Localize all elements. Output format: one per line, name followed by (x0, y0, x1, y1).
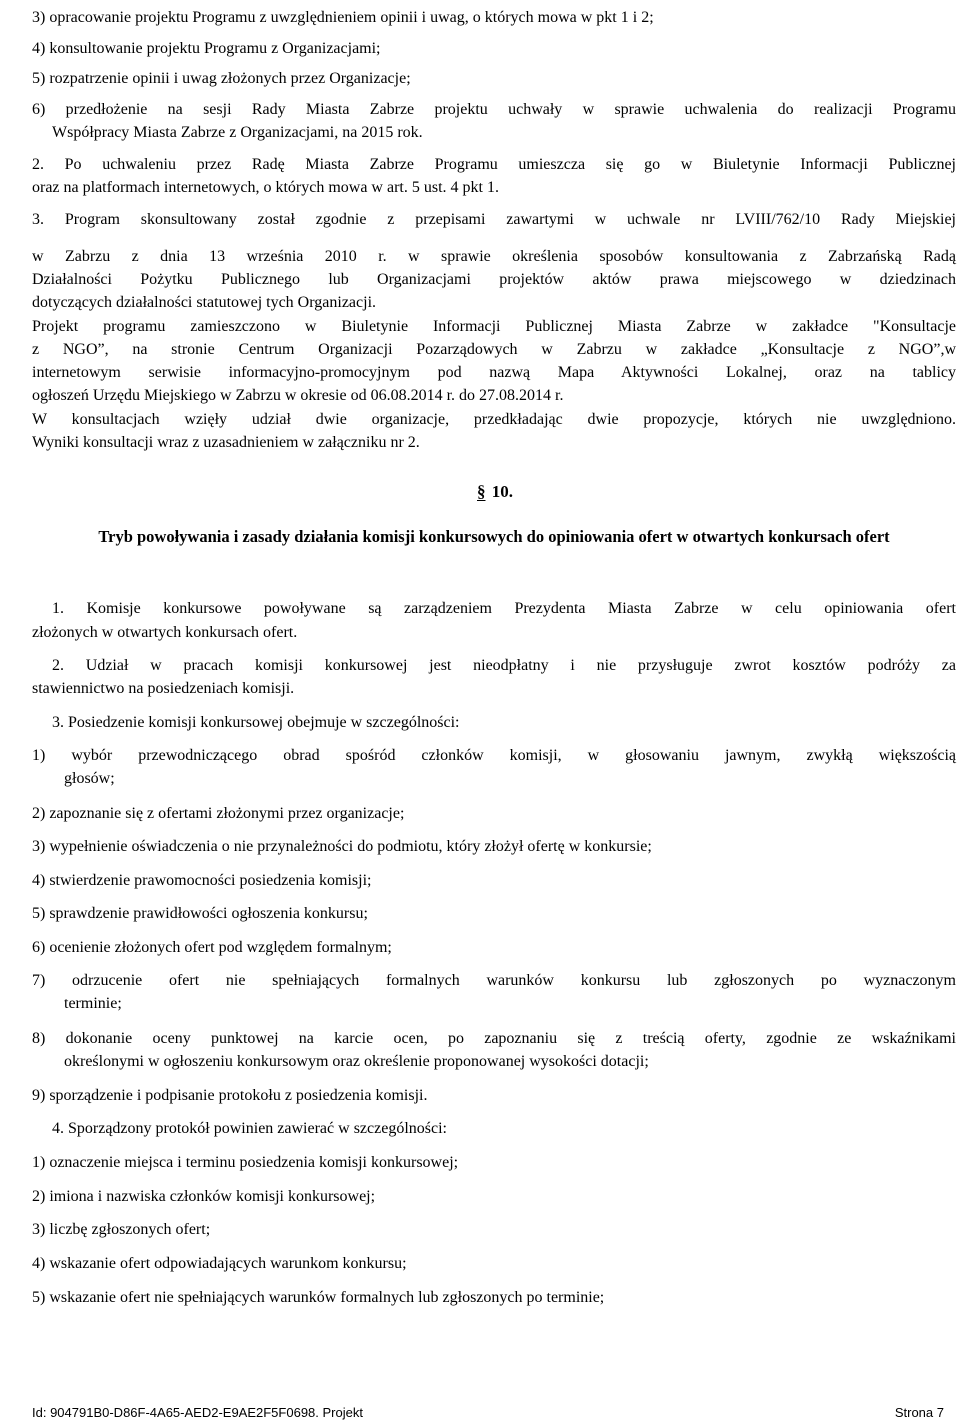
list-item: 3) liczbę zgłoszonych ofert; (32, 1221, 211, 1238)
list-item: 5) sprawdzenie prawidłowości ogłoszenia konkursu; (32, 905, 368, 922)
list-item: 9) sporządzenie i podpisanie protokołu z posiedzenia komisji. (32, 1087, 428, 1104)
paragraph-line: dotyczących działalności statutowej tych Organizacji. (32, 294, 377, 311)
paragraph-line: Wyniki konsultacji wraz z uzasadnieniem w załączniku nr 2. (32, 434, 420, 451)
paragraph-line: złożonych w otwartych konkursach ofert. (32, 624, 298, 641)
list-item-continuation: określonymi w ogłoszeniu konkursowym oraz określenie proponowanej wysokości dotacji; (64, 1053, 649, 1070)
list-item-continuation: terminie; (64, 995, 122, 1012)
list-item: 1) oznaczenie miejsca i terminu posiedzenia komisji konkursowej; (32, 1154, 459, 1171)
paragraph-line: 3. Program skonsultowany został zgodnie z przepisami zawartymi w uchwale nr LVIII/762/10 Rady Miejskiej (32, 211, 956, 228)
list-item: 6) ocenienie złożonych ofert pod względem formalnym; (32, 939, 392, 956)
paragraph-line: 2. Udział w pracach komisji konkursowej jest nieodpłatny i nie przysługuje zwrot kosztów podróży za (52, 657, 956, 674)
paragraph-line: 2. Po uchwaleniu przez Radę Miasta Zabrze Programu umieszcza się go w Biuletynie Informacji Publicznej (32, 156, 956, 173)
paragraph-line: Działalności Pożytku Publicznego lub Organizacjami projektów aktów prawa miejscowego w dziedzinach (32, 271, 956, 288)
list-item: 7) odrzucenie ofert nie spełniających formalnych warunków konkursu lub zgłoszonych po wyznaczonym (32, 972, 956, 989)
paragraph-line: oraz na platformach internetowych, o których mowa w art. 5 ust. 4 pkt 1. (32, 179, 499, 196)
list-item: 3) opracowanie projektu Programu z uwzględnieniem opinii i uwag, o których mowa w pkt 1 i 2; (32, 9, 654, 26)
paragraph-line: Projekt programu zamieszczono w Biuletynie Informacji Publicznej Miasta Zabrze w zakładce "Konsultacje (32, 318, 956, 335)
paragraph-line: 4. Sporządzony protokół powinien zawierać w szczególności: (52, 1120, 447, 1137)
list-item: 4) konsultowanie projektu Programu z Organizacjami; (32, 40, 381, 57)
paragraph-line: internetowym serwisie informacyjno-promocyjnym pod nazwą Mapa Aktywności Lokalnej, oraz na tablicy (32, 364, 956, 381)
document-id: Id: 904791B0-D86F-4A65-AED2-E9AE2F5F0698. Projekt (32, 1405, 363, 1420)
list-item-continuation: głosów; (64, 770, 115, 787)
section-title: Tryb powoływania i zasady działania komisji konkursowych do opiniowania ofert w otwartych konkursach ofert (98, 527, 890, 546)
document-page (32, 0, 956, 1423)
list-item: 4) stwierdzenie prawomocności posiedzenia komisji; (32, 872, 372, 889)
list-item: 3) wypełnienie oświadczenia o nie przynależności do podmiotu, który złożył ofertę w konkursie; (32, 838, 652, 855)
section-number-text: 10. (491, 482, 513, 501)
paragraph-line: z NGO”, na stronie Centrum Organizacji Pozarządowych w Zabrzu w zakładce „Konsultacje z NGO”,w (32, 341, 956, 358)
list-item: 5) wskazanie ofert nie spełniających warunków formalnych lub zgłoszonych po terminie; (32, 1289, 605, 1306)
page-number: Strona 7 (894, 1405, 944, 1420)
list-item: 8) dokonanie oceny punktowej na karcie ocen, po zapoznaniu się z treścią oferty, zgodnie ze wskaźnikami (32, 1030, 956, 1047)
list-item: 5) rozpatrzenie opinii i uwag złożonych przez Organizacje; (32, 70, 411, 87)
paragraph-line: W konsultacjach wzięły udział dwie organizacje, przedkładając dwie propozycje, których nie uwzględniono. (32, 411, 956, 428)
paragraph-line: stawiennictwo na posiedzeniach komisji. (32, 680, 295, 697)
list-item: 2) zapoznanie się z ofertami złożonymi przez organizacje; (32, 805, 405, 822)
paragraph-line: 1. Komisje konkursowe powoływane są zarządzeniem Prezydenta Miasta Zabrze w celu opiniowania ofert (52, 600, 956, 617)
list-item: 6) przedłożenie na sesji Rady Miasta Zabrze projektu uchwały w sprawie uchwalenia do realizacji Programu (32, 101, 956, 118)
list-item-continuation: Współpracy Miasta Zabrze z Organizacjami, na 2015 rok. (52, 124, 423, 141)
list-item: 2) imiona i nazwiska członków komisji konkursowej; (32, 1188, 376, 1205)
section-symbol: § (477, 482, 486, 501)
section-number (32, 482, 956, 502)
paragraph-line: 3. Posiedzenie komisji konkursowej obejmuje w szczególności: (52, 714, 460, 731)
paragraph-line: w Zabrzu z dnia 13 września 2010 r. w sprawie określenia sposobów konsultowania z Zabrzańską Radą (32, 248, 956, 265)
paragraph-line: ogłoszeń Urzędu Miejskiego w Zabrzu w okresie od 06.08.2014 r. do 27.08.2014 r. (32, 387, 564, 404)
list-item: 4) wskazanie ofert odpowiadających warunkom konkursu; (32, 1255, 407, 1272)
list-item: 1) wybór przewodniczącego obrad spośród członków komisji, w głosowaniu jawnym, zwykłą większością (32, 747, 956, 764)
